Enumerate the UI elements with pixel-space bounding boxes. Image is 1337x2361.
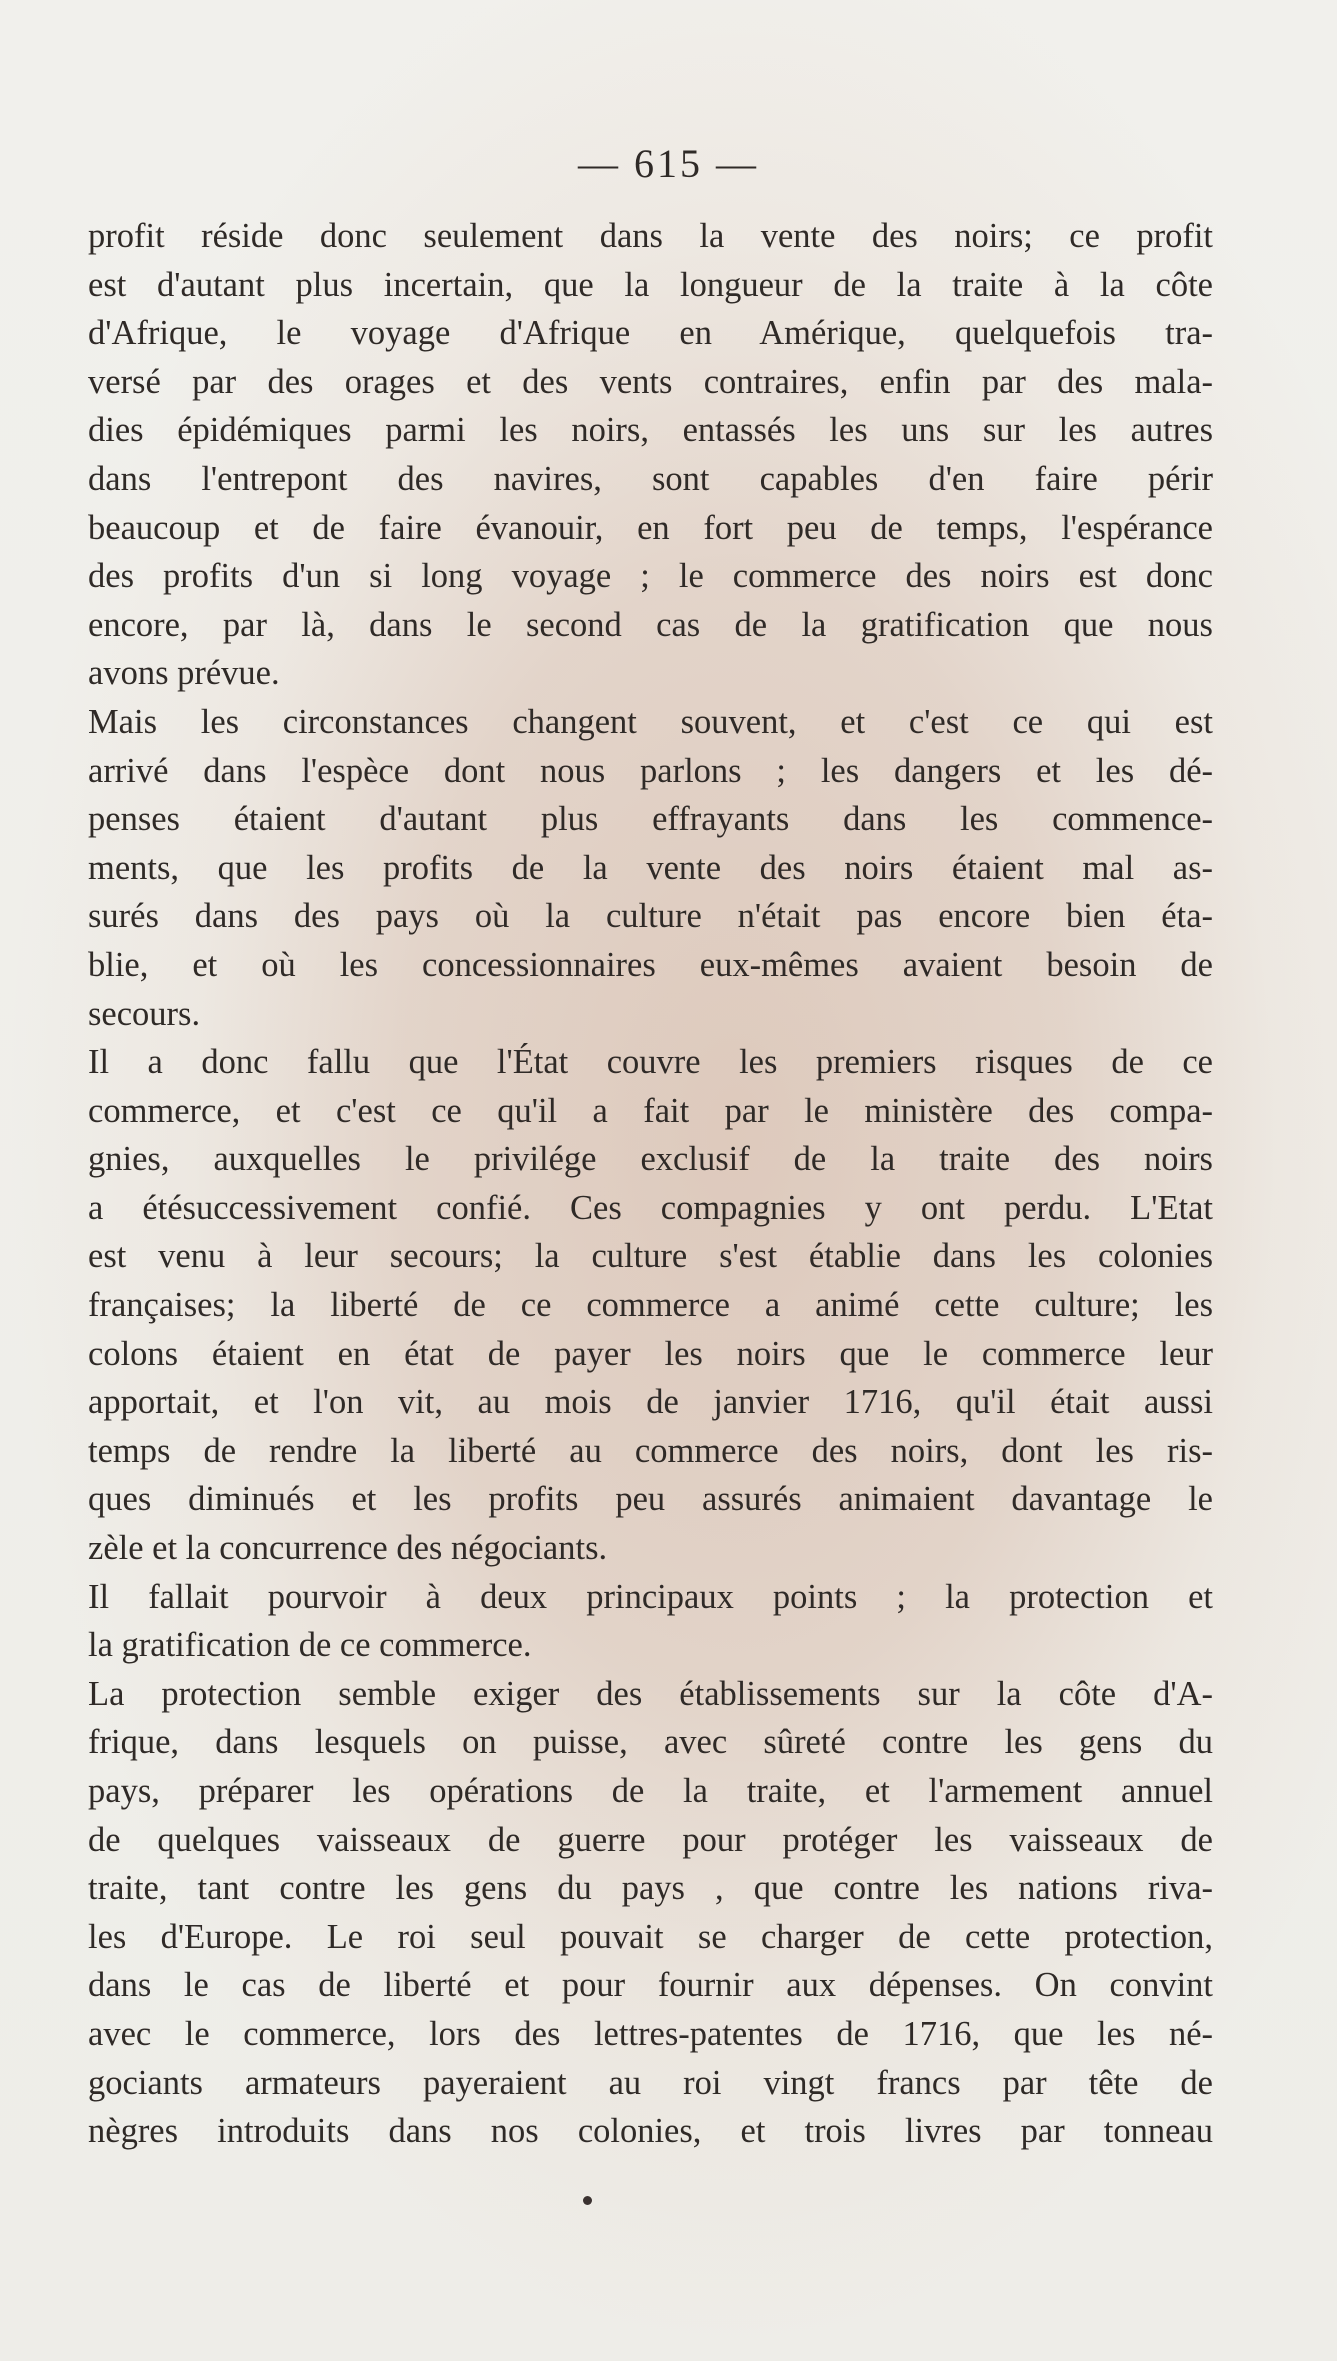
text-line: ments, que les profits de la vente des noirs étaient mal as- (88, 848, 1213, 887)
text-line: La protection semble exiger des établissements sur la côte d'A- (88, 1674, 1213, 1713)
text-line: temps de rendre la liberté au commerce des noirs, dont les ris- (88, 1431, 1213, 1470)
text-line: encore, par là, dans le second cas de la gratification que nous (88, 605, 1213, 644)
ink-dot (583, 2196, 592, 2205)
text-line: commerce, et c'est ce qu'il a fait par le ministère des compa- (88, 1091, 1213, 1130)
text-line: profit réside donc seulement dans la vente des noirs; ce profit (88, 217, 1213, 255)
text-line: est d'autant plus incertain, que la longueur de la traite à la côte (88, 265, 1213, 304)
text-line: gnies, auxquelles le privilége exclusif de la traite des noirs (88, 1140, 1213, 1179)
text-line: dans l'entrepont des navires, sont capables d'en faire périr (88, 459, 1213, 498)
body-text (88, 212, 1213, 2156)
text-line: secours. (88, 994, 201, 1033)
text-line: françaises; la liberté de ce commerce a animé cette culture; les (88, 1286, 1213, 1325)
text-line: beaucoup et de faire évanouir, en fort peu de temps, l'espérance (88, 508, 1213, 547)
page-number: — 615 — (578, 141, 759, 186)
text-line: zèle et la concurrence des négociants. (88, 1529, 608, 1568)
text-line: d'Afrique, le voyage d'Afrique en Amérique, quelquefois tra- (88, 314, 1213, 353)
text-line: apportait, et l'on vit, au mois de janvier 1716, qu'il était aussi (88, 1383, 1213, 1422)
text-line: de quelques vaisseaux de guerre pour protéger les vaisseaux de (88, 1820, 1213, 1859)
text-line: versé par des orages et des vents contraires, enfin par des mala- (88, 362, 1213, 401)
text-line: surés dans des pays où la culture n'était pas encore bien éta- (88, 897, 1213, 936)
text-line: dans le cas de liberté et pour fournir aux dépenses. On convint (88, 1966, 1213, 2005)
text-line: gociants armateurs payeraient au roi vingt francs par tête de (88, 2063, 1213, 2102)
text-line: des profits d'un si long voyage ; le commerce des noirs est donc (88, 557, 1213, 596)
text-line: a étésuccessivement confié. Ces compagnies y ont perdu. L'Etat (88, 1188, 1213, 1227)
text-line: la gratification de ce commerce. (88, 1626, 532, 1665)
text-line: frique, dans lesquels on puisse, avec sûreté contre les gens du (88, 1723, 1213, 1762)
text-line: nègres introduits dans nos colonies, et trois livres par tonneau (88, 2112, 1213, 2151)
text-line: pays, préparer les opérations de la traite, et l'armement annuel (88, 1772, 1213, 1810)
text-line: dies épidémiques parmi les noirs, entassés les uns sur les autres (88, 411, 1213, 450)
text-line: Il a donc fallu que l'État couvre les premiers risques de ce (88, 1043, 1213, 1082)
text-line: traite, tant contre les gens du pays , que contre les nations riva- (88, 1869, 1213, 1908)
text-line: Mais les circonstances changent souvent, et c'est ce qui est (88, 702, 1213, 741)
text-line: blie, et où les concessionnaires eux-mêmes avaient besoin de (88, 945, 1213, 984)
text-line: arrivé dans l'espèce dont nous parlons ; les dangers et les dé- (88, 751, 1213, 790)
text-line: est venu à leur secours; la culture s'est établie dans les colonies (88, 1237, 1213, 1276)
text-line: penses étaient d'autant plus effrayants dans les commence- (88, 800, 1213, 839)
text-line: les d'Europe. Le roi seul pouvait se charger de cette protection, (88, 1917, 1213, 1956)
text-line: Il fallait pourvoir à deux principaux points ; la protection et (88, 1577, 1213, 1616)
text-line: ques diminués et les profits peu assurés animaient davantage le (88, 1480, 1213, 1519)
text-line: avec le commerce, lors des lettres-patentes de 1716, que les né- (88, 2014, 1213, 2053)
text-line: avons prévue. (88, 654, 280, 693)
text-line: colons étaient en état de payer les noirs que le commerce leur (88, 1334, 1213, 1373)
